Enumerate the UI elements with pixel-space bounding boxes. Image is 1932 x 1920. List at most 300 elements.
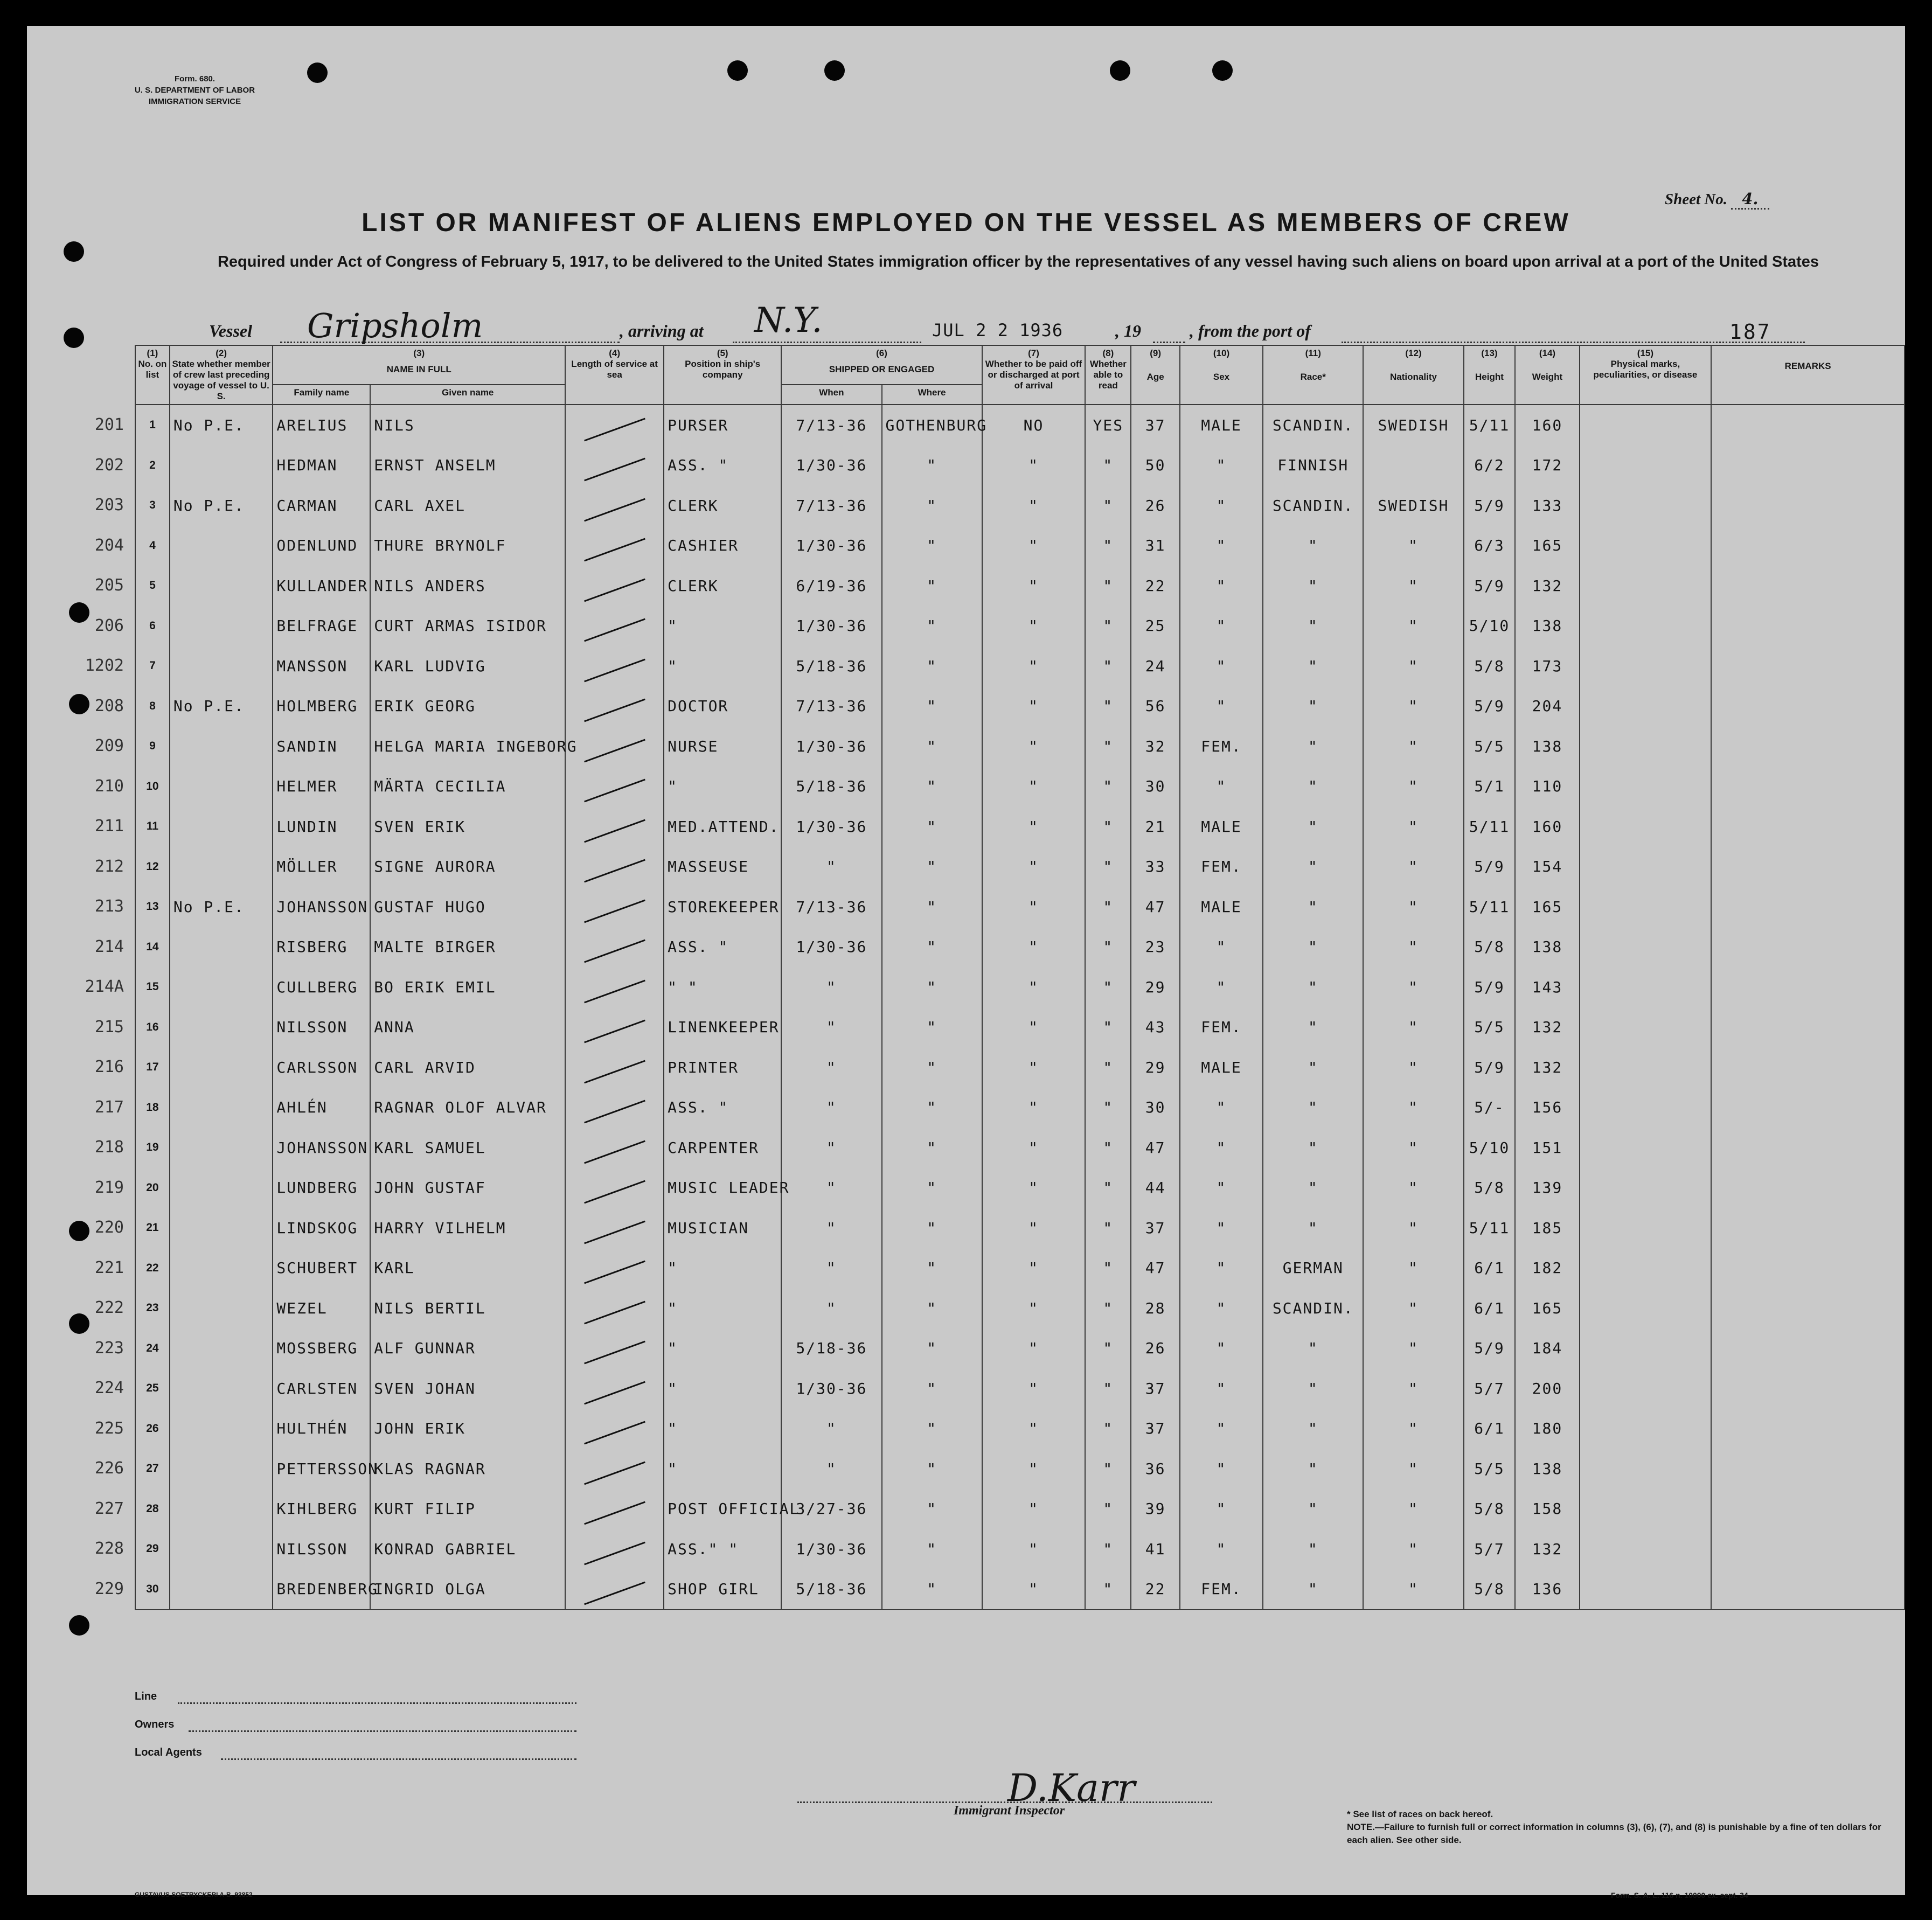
cell-sex: MALE bbox=[1180, 1047, 1263, 1088]
row-index-number: 214A bbox=[85, 977, 124, 997]
cell-shipped-where: " bbox=[882, 1248, 982, 1289]
cell-family-name: NILSSON bbox=[273, 1007, 370, 1048]
cell-given-name: SVEN ERIK bbox=[370, 806, 565, 847]
cell-paid-off: " bbox=[982, 566, 1086, 606]
cell-shipped-where: " bbox=[882, 686, 982, 727]
row-index-number: 201 bbox=[94, 415, 124, 434]
cell-race: " bbox=[1263, 526, 1363, 566]
cell-given-name: KARL LUDVIG bbox=[370, 646, 565, 686]
cell-nationality bbox=[1363, 446, 1463, 486]
cell-remarks bbox=[1711, 1529, 1905, 1569]
cell-list-number: 7 bbox=[135, 646, 170, 686]
header-sex: (10) Sex bbox=[1180, 345, 1263, 405]
cell-physical-marks bbox=[1580, 1088, 1712, 1128]
crew-row bbox=[135, 1248, 1905, 1289]
cell-physical-marks bbox=[1580, 1449, 1712, 1489]
service-mark bbox=[584, 1300, 645, 1324]
cell-shipped-where: " bbox=[882, 566, 982, 606]
service-mark bbox=[584, 739, 645, 762]
cell-given-name: BO ERIK EMIL bbox=[370, 967, 565, 1007]
cell-position: PRINTER bbox=[664, 1047, 781, 1088]
row-index-number: 205 bbox=[94, 576, 124, 595]
cell-shipped-where: " bbox=[882, 1128, 982, 1168]
row-index-number: 206 bbox=[94, 616, 124, 635]
cell-weight: 165 bbox=[1515, 1288, 1579, 1328]
cell-able-to-read: " bbox=[1085, 1248, 1131, 1289]
cell-shipped-when: 1/30-36 bbox=[781, 1368, 881, 1409]
cell-list-number: 23 bbox=[135, 1288, 170, 1328]
cell-given-name: KONRAD GABRIEL bbox=[370, 1529, 565, 1569]
cell-paid-off: " bbox=[982, 646, 1086, 686]
cell-family-name: ARELIUS bbox=[273, 405, 370, 446]
cell-shipped-where: " bbox=[882, 1007, 982, 1048]
row-index-number: 211 bbox=[94, 817, 124, 836]
cell-race: " bbox=[1263, 1328, 1363, 1369]
cell-height: 5/10 bbox=[1464, 1128, 1516, 1168]
cell-remarks bbox=[1711, 1409, 1905, 1449]
cell-height: 5/10 bbox=[1464, 606, 1516, 646]
cell-able-to-read: " bbox=[1085, 726, 1131, 767]
cell-paid-off: " bbox=[982, 686, 1086, 727]
cell-list-number: 21 bbox=[135, 1208, 170, 1248]
cell-nationality: " bbox=[1363, 767, 1463, 807]
header-age: (9) Age bbox=[1131, 345, 1179, 405]
row-index-number: 221 bbox=[94, 1258, 124, 1277]
cell-service-length bbox=[565, 1047, 664, 1088]
cell-able-to-read: " bbox=[1085, 1489, 1131, 1529]
cell-sex: " bbox=[1180, 767, 1263, 807]
cell-position: SHOP GIRL bbox=[664, 1569, 781, 1610]
row-index-number: 214 bbox=[94, 937, 124, 956]
cell-paid-off: " bbox=[982, 726, 1086, 767]
cell-sex: " bbox=[1180, 485, 1263, 526]
cell-given-name: CURT ARMAS ISIDOR bbox=[370, 606, 565, 646]
cell-position: DOCTOR bbox=[664, 686, 781, 727]
form-number-footer: Form. S. A. L. 116 n. 10000 ex. sept. 34 bbox=[1611, 1891, 1748, 1900]
cell-age: 39 bbox=[1131, 1489, 1179, 1529]
cell-position: " bbox=[664, 1368, 781, 1409]
cell-sex: MALE bbox=[1180, 887, 1263, 927]
cell-shipped-where: GOTHENBURG bbox=[882, 405, 982, 446]
row-index-number: 208 bbox=[94, 696, 124, 715]
cell-nationality: SWEDISH bbox=[1363, 405, 1463, 446]
cell-physical-marks bbox=[1580, 967, 1712, 1007]
cell-family-name: ODENLUND bbox=[273, 526, 370, 566]
crew-row bbox=[135, 767, 1905, 807]
cell-age: 26 bbox=[1131, 1328, 1179, 1369]
header-when: When bbox=[781, 385, 881, 405]
cell-remarks bbox=[1711, 1489, 1905, 1529]
cell-service-length bbox=[565, 1088, 664, 1128]
cell-given-name: SVEN JOHAN bbox=[370, 1368, 565, 1409]
cell-physical-marks bbox=[1580, 927, 1712, 968]
cell-shipped-where: " bbox=[882, 1489, 982, 1529]
cell-list-number: 2 bbox=[135, 446, 170, 486]
cell-weight: 165 bbox=[1515, 526, 1579, 566]
cell-given-name: NILS BERTIL bbox=[370, 1288, 565, 1328]
cell-race: " bbox=[1263, 1007, 1363, 1048]
cell-nationality: " bbox=[1363, 806, 1463, 847]
cell-height: 5/9 bbox=[1464, 686, 1516, 727]
cell-service-length bbox=[565, 1569, 664, 1610]
row-index-number: 203 bbox=[94, 496, 124, 515]
cell-race: " bbox=[1263, 806, 1363, 847]
cell-height: 6/1 bbox=[1464, 1288, 1516, 1328]
cell-sex: " bbox=[1180, 1529, 1263, 1569]
crew-row bbox=[135, 1208, 1905, 1248]
cell-previous-voyage bbox=[170, 1449, 273, 1489]
cell-position: NURSE bbox=[664, 726, 781, 767]
cell-weight: 204 bbox=[1515, 686, 1579, 727]
cell-age: 37 bbox=[1131, 405, 1179, 446]
cell-remarks bbox=[1711, 1288, 1905, 1328]
cell-remarks bbox=[1711, 1248, 1905, 1289]
cell-able-to-read: " bbox=[1085, 767, 1131, 807]
cell-able-to-read: " bbox=[1085, 927, 1131, 968]
cell-shipped-where: " bbox=[882, 646, 982, 686]
cell-service-length bbox=[565, 1248, 664, 1289]
cell-weight: 154 bbox=[1515, 847, 1579, 887]
cell-service-length bbox=[565, 1449, 664, 1489]
cell-paid-off: " bbox=[982, 1047, 1086, 1088]
cell-able-to-read: " bbox=[1085, 1208, 1131, 1248]
row-index-number: 224 bbox=[94, 1379, 124, 1398]
cell-remarks bbox=[1711, 485, 1905, 526]
row-index-number: 222 bbox=[94, 1298, 124, 1318]
cell-height: 5/9 bbox=[1464, 1328, 1516, 1369]
service-mark bbox=[584, 1020, 645, 1044]
cell-paid-off: " bbox=[982, 1168, 1086, 1208]
cell-paid-off: " bbox=[982, 1007, 1086, 1048]
cell-remarks bbox=[1711, 887, 1905, 927]
cell-family-name: RISBERG bbox=[273, 927, 370, 968]
service-mark bbox=[584, 1381, 645, 1404]
cell-height: 5/7 bbox=[1464, 1368, 1516, 1409]
cell-service-length bbox=[565, 726, 664, 767]
cell-weight: 182 bbox=[1515, 1248, 1579, 1289]
cell-sex: MALE bbox=[1180, 806, 1263, 847]
cell-paid-off: " bbox=[982, 1088, 1086, 1128]
cell-sex: " bbox=[1180, 1128, 1263, 1168]
service-mark bbox=[584, 458, 645, 482]
cell-physical-marks bbox=[1580, 1288, 1712, 1328]
cell-remarks bbox=[1711, 686, 1905, 727]
cell-physical-marks bbox=[1580, 1248, 1712, 1289]
cell-family-name: KULLANDER bbox=[273, 566, 370, 606]
cell-able-to-read: " bbox=[1085, 526, 1131, 566]
cell-sex: " bbox=[1180, 686, 1263, 727]
cell-sex: " bbox=[1180, 646, 1263, 686]
crew-row bbox=[135, 686, 1905, 727]
cell-paid-off: " bbox=[982, 1529, 1086, 1569]
cell-age: 30 bbox=[1131, 767, 1179, 807]
cell-given-name: NILS ANDERS bbox=[370, 566, 565, 606]
cell-given-name: JOHN GUSTAF bbox=[370, 1168, 565, 1208]
cell-previous-voyage bbox=[170, 1328, 273, 1369]
service-mark bbox=[584, 1541, 645, 1565]
row-index-number: 220 bbox=[94, 1218, 124, 1237]
cell-list-number: 14 bbox=[135, 927, 170, 968]
cell-remarks bbox=[1711, 847, 1905, 887]
cell-race: SCANDIN. bbox=[1263, 405, 1363, 446]
service-mark bbox=[584, 1421, 645, 1445]
cell-previous-voyage bbox=[170, 967, 273, 1007]
cell-nationality: " bbox=[1363, 1047, 1463, 1088]
cell-weight: 132 bbox=[1515, 1529, 1579, 1569]
cell-remarks bbox=[1711, 1088, 1905, 1128]
cell-remarks bbox=[1711, 606, 1905, 646]
cell-previous-voyage: No P.E. bbox=[170, 686, 273, 727]
crew-rows bbox=[135, 405, 1905, 1610]
cell-previous-voyage bbox=[170, 1208, 273, 1248]
cell-shipped-where: " bbox=[882, 726, 982, 767]
cell-family-name: CARMAN bbox=[273, 485, 370, 526]
cell-list-number: 28 bbox=[135, 1489, 170, 1529]
cell-nationality: " bbox=[1363, 726, 1463, 767]
cell-weight: 185 bbox=[1515, 1208, 1579, 1248]
punch-hole bbox=[727, 60, 748, 81]
service-mark bbox=[584, 1582, 645, 1605]
cell-able-to-read: " bbox=[1085, 1088, 1131, 1128]
punch-hole bbox=[1212, 60, 1233, 81]
cell-able-to-read: " bbox=[1085, 606, 1131, 646]
cell-age: 28 bbox=[1131, 1288, 1179, 1328]
cell-previous-voyage bbox=[170, 1288, 273, 1328]
cell-family-name: BELFRAGE bbox=[273, 606, 370, 646]
cell-sex: " bbox=[1180, 1449, 1263, 1489]
header-list-number: (1) No. on list bbox=[135, 345, 170, 405]
cell-remarks bbox=[1711, 1047, 1905, 1088]
cell-list-number: 26 bbox=[135, 1409, 170, 1449]
cell-nationality: " bbox=[1363, 526, 1463, 566]
cell-service-length bbox=[565, 927, 664, 968]
cell-physical-marks bbox=[1580, 1208, 1712, 1248]
cell-remarks bbox=[1711, 1569, 1905, 1610]
cell-race: " bbox=[1263, 1168, 1363, 1208]
cell-service-length bbox=[565, 847, 664, 887]
cell-able-to-read: " bbox=[1085, 1168, 1131, 1208]
cell-age: 37 bbox=[1131, 1409, 1179, 1449]
cell-family-name: LUNDBERG bbox=[273, 1168, 370, 1208]
cell-shipped-when: 7/13-36 bbox=[781, 686, 881, 727]
crew-row bbox=[135, 1047, 1905, 1088]
cell-shipped-when: 1/30-36 bbox=[781, 526, 881, 566]
cell-height: 5/11 bbox=[1464, 1208, 1516, 1248]
cell-sex: " bbox=[1180, 1088, 1263, 1128]
cell-age: 37 bbox=[1131, 1208, 1179, 1248]
cell-weight: 138 bbox=[1515, 927, 1579, 968]
cell-service-length bbox=[565, 1288, 664, 1328]
cell-remarks bbox=[1711, 526, 1905, 566]
cell-race: " bbox=[1263, 566, 1363, 606]
cell-nationality: " bbox=[1363, 1128, 1463, 1168]
cell-race: FINNISH bbox=[1263, 446, 1363, 486]
cell-given-name: MALTE BIRGER bbox=[370, 927, 565, 968]
cell-nationality: " bbox=[1363, 967, 1463, 1007]
cell-position: LINENKEEPER bbox=[664, 1007, 781, 1048]
cell-position: " bbox=[664, 1248, 781, 1289]
header-family-name: Family name bbox=[273, 385, 370, 405]
crew-row bbox=[135, 927, 1905, 968]
service-mark bbox=[584, 899, 645, 923]
cell-sex: MALE bbox=[1180, 405, 1263, 446]
cell-paid-off: " bbox=[982, 1208, 1086, 1248]
cell-previous-voyage bbox=[170, 1088, 273, 1128]
crew-row bbox=[135, 1088, 1905, 1128]
cell-position: CLERK bbox=[664, 485, 781, 526]
crew-row bbox=[135, 1368, 1905, 1409]
cell-weight: 151 bbox=[1515, 1128, 1579, 1168]
cell-physical-marks bbox=[1580, 1529, 1712, 1569]
cell-height: 5/8 bbox=[1464, 1569, 1516, 1610]
cell-race: " bbox=[1263, 1128, 1363, 1168]
cell-age: 36 bbox=[1131, 1449, 1179, 1489]
cell-position: MUSIC LEADER bbox=[664, 1168, 781, 1208]
cell-list-number: 20 bbox=[135, 1168, 170, 1208]
cell-sex: " bbox=[1180, 526, 1263, 566]
cell-sex: " bbox=[1180, 1409, 1263, 1449]
cell-age: 29 bbox=[1131, 967, 1179, 1007]
cell-given-name: MÄRTA CECILIA bbox=[370, 767, 565, 807]
cell-age: 56 bbox=[1131, 686, 1179, 727]
cell-service-length bbox=[565, 646, 664, 686]
penalty-note: NOTE.—Failure to furnish full or correct information in columns (3), (6), (7), and (8) is punishable by a fine of ten dollars for each alien. See other side. bbox=[1347, 1822, 1881, 1845]
cell-height: 5/7 bbox=[1464, 1529, 1516, 1569]
cell-shipped-where: " bbox=[882, 1288, 982, 1328]
cell-service-length bbox=[565, 1409, 664, 1449]
cell-service-length bbox=[565, 526, 664, 566]
cell-given-name: ANNA bbox=[370, 1007, 565, 1048]
cell-age: 37 bbox=[1131, 1368, 1179, 1409]
cell-race: " bbox=[1263, 1208, 1363, 1248]
cell-physical-marks bbox=[1580, 1328, 1712, 1369]
header-where: Where bbox=[882, 385, 982, 405]
cell-list-number: 16 bbox=[135, 1007, 170, 1048]
cell-nationality: " bbox=[1363, 1208, 1463, 1248]
header-height: (13) Height bbox=[1464, 345, 1516, 405]
cell-age: 22 bbox=[1131, 1569, 1179, 1610]
cell-family-name: JOHANSSON bbox=[273, 1128, 370, 1168]
cell-physical-marks bbox=[1580, 646, 1712, 686]
cell-race: " bbox=[1263, 646, 1363, 686]
cell-weight: 160 bbox=[1515, 806, 1579, 847]
service-mark bbox=[584, 1461, 645, 1485]
cell-shipped-where: " bbox=[882, 1088, 982, 1128]
cell-race: " bbox=[1263, 1449, 1363, 1489]
cell-list-number: 25 bbox=[135, 1368, 170, 1409]
cell-previous-voyage bbox=[170, 526, 273, 566]
cell-previous-voyage bbox=[170, 1007, 273, 1048]
cell-shipped-where: " bbox=[882, 767, 982, 807]
cell-paid-off: " bbox=[982, 767, 1086, 807]
cell-physical-marks bbox=[1580, 1368, 1712, 1409]
header-name-in-full: (3) NAME IN FULL bbox=[273, 345, 565, 385]
cell-given-name: CARL ARVID bbox=[370, 1047, 565, 1088]
cell-family-name: SCHUBERT bbox=[273, 1248, 370, 1289]
header-given-name: Given name bbox=[370, 385, 565, 405]
cell-race: " bbox=[1263, 1489, 1363, 1529]
sheet-number-value: 4. bbox=[1731, 190, 1769, 210]
printer-imprint: GUSTAVUS SOETRYCKERI A-B. 93852 bbox=[135, 1891, 253, 1898]
service-mark bbox=[584, 940, 645, 963]
cell-sex: " bbox=[1180, 1328, 1263, 1369]
cell-shipped-when: 1/30-36 bbox=[781, 606, 881, 646]
cell-weight: 173 bbox=[1515, 646, 1579, 686]
cell-list-number: 3 bbox=[135, 485, 170, 526]
cell-family-name: SANDIN bbox=[273, 726, 370, 767]
cell-previous-voyage bbox=[170, 1489, 273, 1529]
cell-sex: " bbox=[1180, 927, 1263, 968]
cell-shipped-when: " bbox=[781, 1168, 881, 1208]
cell-shipped-where: " bbox=[882, 1328, 982, 1369]
crew-manifest-table bbox=[135, 345, 1905, 1610]
cell-sex: " bbox=[1180, 1489, 1263, 1529]
cell-previous-voyage bbox=[170, 646, 273, 686]
cell-able-to-read: " bbox=[1085, 1368, 1131, 1409]
cell-sex: FEM. bbox=[1180, 726, 1263, 767]
cell-remarks bbox=[1711, 967, 1905, 1007]
cell-age: 22 bbox=[1131, 566, 1179, 606]
cell-previous-voyage bbox=[170, 1529, 273, 1569]
cell-age: 43 bbox=[1131, 1007, 1179, 1048]
cell-sex: " bbox=[1180, 1248, 1263, 1289]
cell-age: 47 bbox=[1131, 1128, 1179, 1168]
cell-height: 5/8 bbox=[1464, 927, 1516, 968]
sheet-number bbox=[1665, 190, 1769, 208]
cell-paid-off: " bbox=[982, 927, 1086, 968]
cell-list-number: 27 bbox=[135, 1449, 170, 1489]
cell-list-number: 19 bbox=[135, 1128, 170, 1168]
cell-nationality: " bbox=[1363, 927, 1463, 968]
cell-previous-voyage bbox=[170, 847, 273, 887]
cell-physical-marks bbox=[1580, 606, 1712, 646]
cell-weight: 200 bbox=[1515, 1368, 1579, 1409]
cell-previous-voyage bbox=[170, 806, 273, 847]
cell-physical-marks bbox=[1580, 446, 1712, 486]
cell-list-number: 8 bbox=[135, 686, 170, 727]
cell-nationality: " bbox=[1363, 847, 1463, 887]
cell-race: SCANDIN. bbox=[1263, 485, 1363, 526]
cell-height: 5/5 bbox=[1464, 726, 1516, 767]
cell-shipped-when: " bbox=[781, 1449, 881, 1489]
cell-service-length bbox=[565, 767, 664, 807]
arriving-label: , arriving at bbox=[620, 321, 704, 340]
cell-remarks bbox=[1711, 405, 1905, 446]
crew-row bbox=[135, 967, 1905, 1007]
cell-height: 6/1 bbox=[1464, 1409, 1516, 1449]
cell-service-length bbox=[565, 806, 664, 847]
cell-paid-off: " bbox=[982, 806, 1086, 847]
cell-age: 29 bbox=[1131, 1047, 1179, 1088]
cell-position: " bbox=[664, 1449, 781, 1489]
cell-shipped-when: 3/27-36 bbox=[781, 1489, 881, 1529]
cell-shipped-where: " bbox=[882, 1529, 982, 1569]
cell-age: 21 bbox=[1131, 806, 1179, 847]
cell-family-name: LUNDIN bbox=[273, 806, 370, 847]
cell-race: " bbox=[1263, 927, 1363, 968]
service-mark bbox=[584, 618, 645, 642]
cell-height: 5/8 bbox=[1464, 646, 1516, 686]
service-mark bbox=[584, 1060, 645, 1083]
cell-family-name: AHLÉN bbox=[273, 1088, 370, 1128]
crew-row bbox=[135, 606, 1905, 646]
cell-nationality: " bbox=[1363, 686, 1463, 727]
form-number: Form. 680. bbox=[175, 74, 216, 84]
cell-able-to-read: " bbox=[1085, 1449, 1131, 1489]
crew-row bbox=[135, 1328, 1905, 1369]
cell-weight: 110 bbox=[1515, 767, 1579, 807]
cell-height: 5/9 bbox=[1464, 566, 1516, 606]
